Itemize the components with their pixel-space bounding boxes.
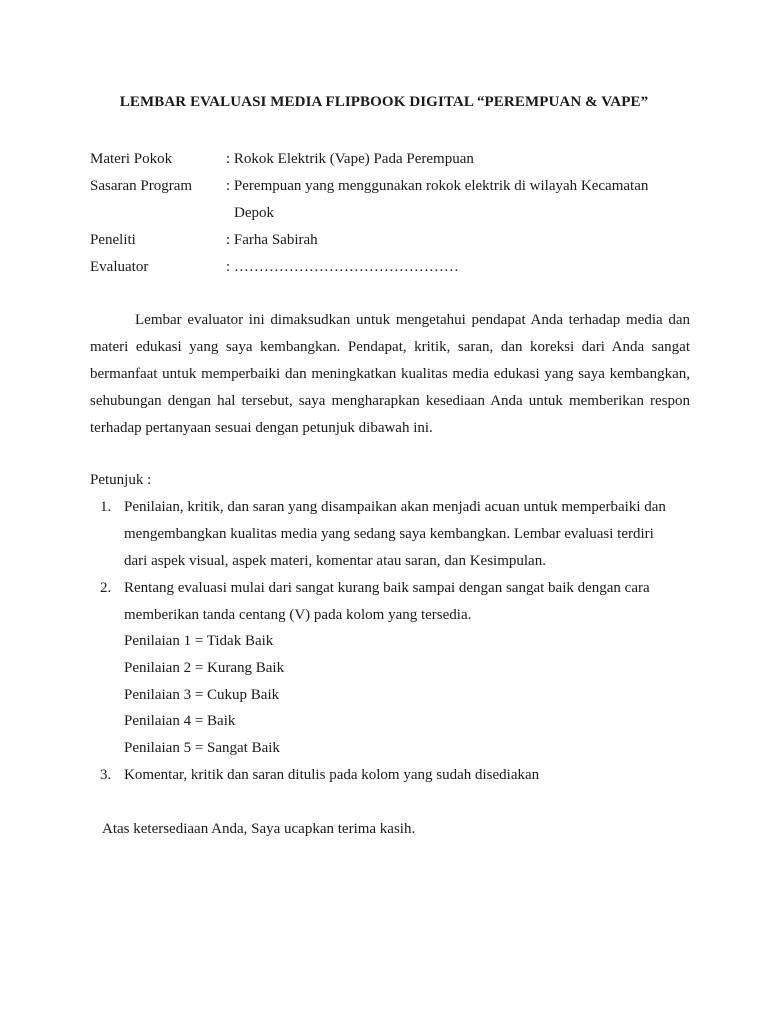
list-item-line: Penilaian, kritik, dan saran yang disampaikan akan menjadi acuan untuk memperbaiki dan [124, 499, 666, 515]
list-number: 2. [100, 580, 112, 596]
document-title: LEMBAR EVALUASI MEDIA FLIPBOOK DIGITAL “PEREMPUAN & VAPE” [119, 94, 649, 110]
rating-scale-4: Penilaian 4 = Baik [124, 713, 236, 729]
rating-scale-2: Penilaian 2 = Kurang Baik [124, 660, 285, 676]
rating-scale-1: Penilaian 1 = Tidak Baik [124, 633, 274, 649]
meta-label: Materi Pokok [90, 151, 173, 167]
meta-label: Peneliti [90, 232, 136, 248]
intro-paragraph: Lembar evaluator ini dimaksudkan untuk mengetahui pendapat Anda terhadap media dan materi edukasi yang saya kembangkan. Pendapat, kritik, saran, dan koreksi dari Anda sangat bermanfaat untuk memperbaiki dan meningkatkan kualitas media edukasi yang saya kembangkan, sehubungan dengan hal tersebut, saya mengharapkan kesediaan Anda untuk memberikan respon terhadap pertanyaan sesuai dengan petunjuk dibawah ini. [90, 312, 690, 436]
rating-scale-3: Penilaian 3 = Cukup Baik [124, 687, 280, 703]
list-item-line: memberikan tanda centang (V) pada kolom yang tersedia. [124, 607, 472, 623]
evaluator-blank-field: : ……………………………………… [226, 259, 459, 275]
list-number: 1. [100, 499, 112, 515]
list-item-line: dari aspek visual, aspek materi, komentar atau saran, dan Kesimpulan. [124, 553, 546, 569]
list-item-line: mengembangkan kualitas media yang sedang saya kembangkan. Lembar evaluasi terdiri [124, 526, 654, 542]
list-item-line: Rentang evaluasi mulai dari sangat kurang baik sampai dengan sangat baik dengan cara [124, 580, 650, 596]
meta-row-evaluator [90, 254, 690, 281]
list-item-line: Komentar, kritik dan saran ditulis pada kolom yang sudah disediakan [124, 767, 540, 783]
meta-row-sasaran-program [90, 173, 690, 200]
meta-label: Evaluator [90, 259, 149, 275]
meta-value: : Perempuan yang menggunakan rokok elektrik di wilayah Kecamatan [226, 178, 649, 194]
meta-row-materi-pokok [90, 146, 690, 173]
meta-value: : Rokok Elektrik (Vape) Pada Perempuan [226, 151, 474, 167]
meta-row-peneliti [90, 227, 690, 254]
petunjuk-heading: Petunjuk : [90, 472, 152, 488]
meta-row-sasaran-program-cont [90, 200, 690, 227]
meta-label: Sasaran Program [90, 178, 193, 194]
meta-value: : Farha Sabirah [226, 232, 318, 248]
rating-scale-5: Penilaian 5 = Sangat Baik [124, 740, 280, 756]
meta-value-continuation: Depok [234, 205, 274, 221]
list-number: 3. [100, 767, 112, 783]
closing-statement: Atas ketersediaan Anda, Saya ucapkan terima kasih. [102, 821, 416, 837]
